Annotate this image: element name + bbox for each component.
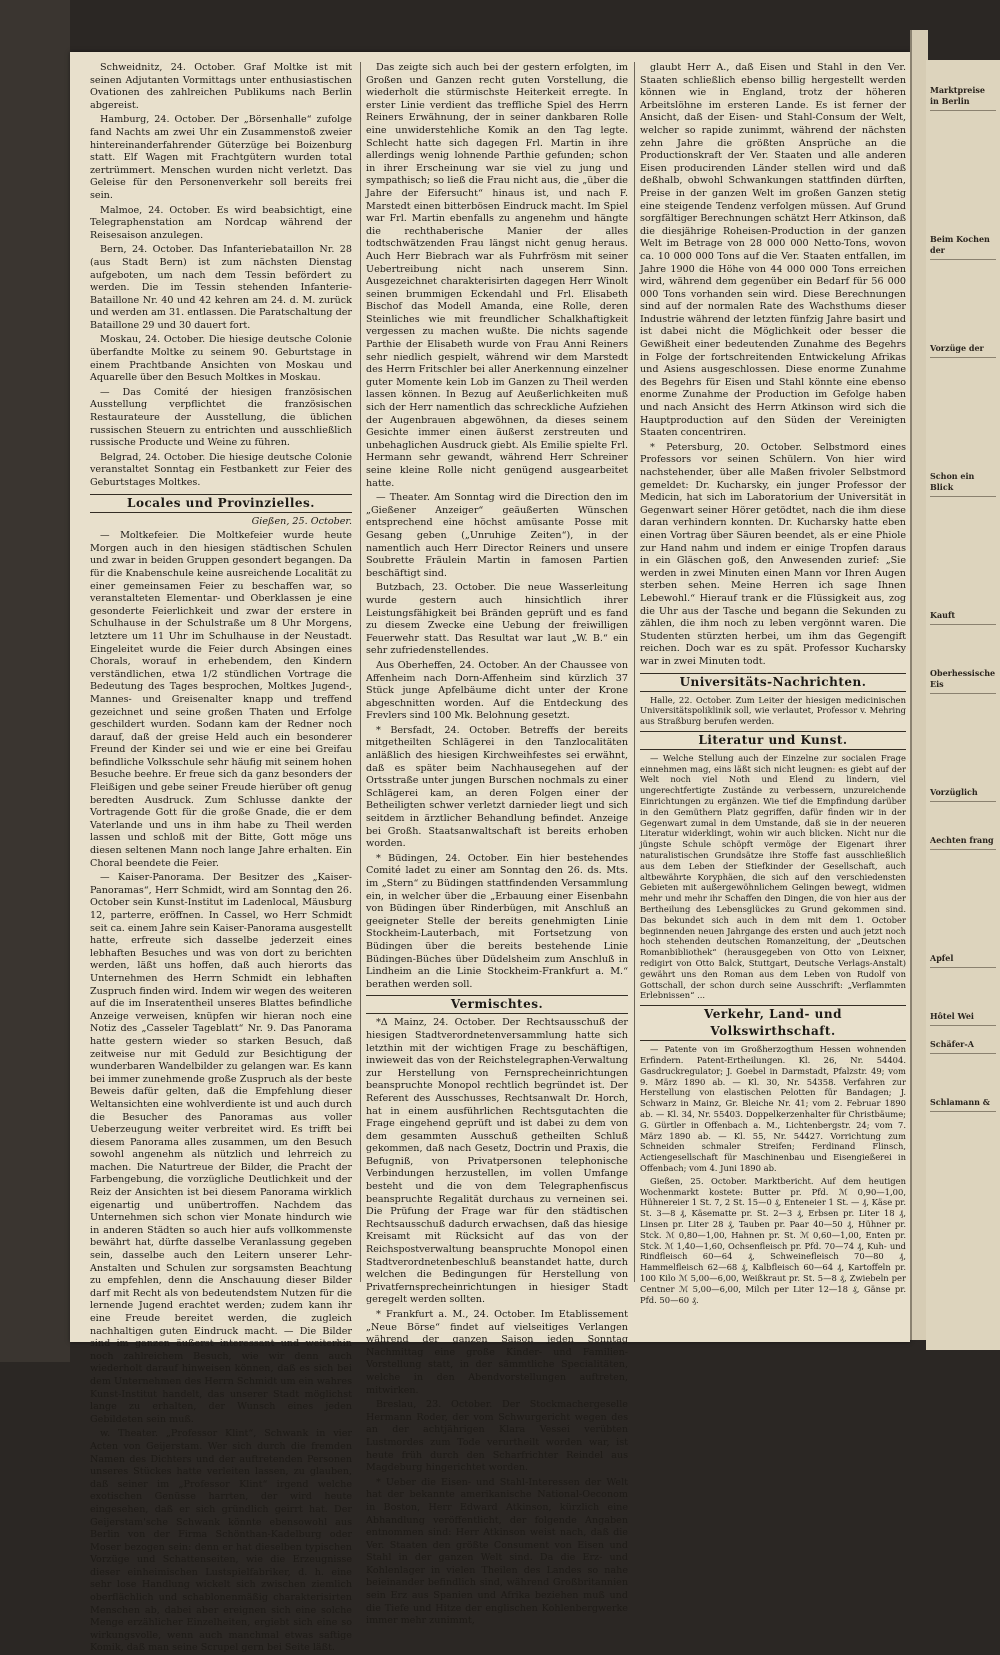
news-item: * Ueber die Eisen- und Stahl-Interessen der Welt hat der bekannte amerikanische National-Oeconom in Boston, Herr Edward Atkinson, kürzlich eine Abhandlung veröffentlicht, der folgende Angaben entnommen sind: Herr Atkinson weist nach, daß die Ver. Staaten den größte Consument von Eisen und Stahl in der ganzen Welt sind. Da die Erz- und Kohlenlager in vielen Theilen des Landes so nahe beieinander befindlich sind, während Großbritannien sein Erz aus Spanien und Afrika beziehen muß und die Tiefe und Hitze der englischen Kohlenbergwerke immer mehr zunimmt, (366, 1476, 628, 1627)
news-item: — Das Comité der hiesigen französischen Ausstellung verpflichtet die französischen Restaurateure der Ausstellung, die üblichen russischen Steuern zu entrichten und ausschließlich russische Producte und Weine zu führen. (90, 386, 352, 449)
ad-line: Kauft (930, 607, 996, 625)
ad-line: Hôtel Wei (930, 1008, 996, 1026)
ad-line: Marktpreise in Berlin (930, 82, 996, 111)
news-item: Schweidnitz, 24. October. Graf Moltke ist mit seinen Adjutanten Vormittags unter enthusiastischen Ovationen des zahlreichen Publikums nach Berlin abgereist. (90, 62, 352, 111)
column-1 (90, 62, 353, 1654)
ad-line: Aechten frang (930, 832, 996, 850)
news-item: * Bersfadt, 24. October. Betreffs der bereits mitgetheilten Schlägerei in den Tanzlocalitäten anläßlich des hiesigen Kirchweihfestes sei erwähnt, daß es später beim Nachhausegehen auf der Ortsstraße unter jungen Burschen nochmals zu einer Schlägerei kam, an deren Folgen einer der Betheiligten schwer verletzt darnieder liegt und sich seitdem in ärztlicher Behandlung befindet. Anzeige bei Großh. Staatsanwaltschaft ist bereits erhoben worden. (366, 724, 628, 850)
news-item: Das zeigte sich auch bei der gestern erfolgten, im Großen und Ganzen recht guten Vorstellung, die wiederholt die stürmischste Heiterkeit erregte. In erster Linie verdient das treffliche Spiel des Herrn Reiners Erwähnung, der in seiner dankbaren Rolle eine unwiderstehliche Komik an den Tag legte. Schlecht hatte sich dagegen Frl. Martin in ihre allerdings wenig lohnende Parthie gefunden; schon in ihrer Erscheinung war sie viel zu jung und sympathisch; so ließ die Frau nicht aus, die „über die Jahre der Eifersucht“ hinaus ist, und nach F. Marstedt einen bitterbösen Eindruck macht. Im Spiel war Frl. Martin ebenfalls zu angenehm und hängte die rechthaberische Manier der alles todtschwätzenden Frau längst nicht genug heraus. Auch Herr Biebrach war als Fuhrfrösm mit seiner Uebertreibung nicht nach unserem Sinn. Ausgezeichnet charakterisirten dagegen Herr Winolt seinen brummigen Eckendahl und Frl. Elisabeth Bischof das Modell Amanda, eine Rolle, deren Steinliches wie mit freundlicher Schalkhaftigkeit vergessen zu machen wußte. Die nichts sagende Parthie der Elisabeth wurde von Frau Anni Reiners sehr niedlich gespielt, während wir dem Marstedt des Herrn Fritschler bei aller Anerkennung einzelner guter Momente kein Lob im Ganzen zu Theil werden lassen können. In Bezug auf Aeußerlichkeiten muß sich der Herr namentlich das schreckliche Aufziehen der Augenbrauen abgewöhnen, da dieses seinem Gesichte immer einen äußerst zerstreuten und unbehaglichen Ausdruck giebt. Als Emilie spielte Frl. Hermann sehr gewandt, während Herr Schreiner seine kleine Rolle nicht genügend ausgearbeitet hatte. (366, 62, 628, 489)
dateline: Gießen, 25. October. (251, 515, 352, 527)
news-item: * Büdingen, 24. October. Ein hier bestehendes Comité ladet zu einer am Sonntag den 26. ds. Mts. im „Stern“ zu Büdingen stattfindenden Versammlung ein, in welcher über die „Erbauung einer Eisenbahn von Büdingen über Rinderbügen, mit Anschluß an geeigneter Stelle der bereits genehmigten Linie Stockheim-Lauterbach, mit Fortsetzung von Büdingen über die bereits bestehende Linie Büdingen-Büches über Düdelsheim zum Anschluß in Lindheim an die Linie Stockheim-Frankfurt a. M.“ berathen werden soll. (366, 852, 628, 990)
news-item: * Petersburg, 20. October. Selbstmord eines Professors vor seinen Schülern. Von hier wird nachstehender, über alle Maßen frivoler Selbstmord gemeldet: Dr. Kucharsky, ein junger Professor der Medicin, hat sich im Laboratorium der Universität in Gegenwart seiner Hörer getödtet, nach die ihm diese daran verhindern konnten. Dr. Kucharsky hatte eben einen Vortrag über Säuren beendet, als er eine Phiole zur Hand nahm und indem er einige Tropfen daraus in ein Gläschen goß, den Anwesenden zurief: „Sie werden in zwei Minuten einen Mann vor Ihren Augen sterben sehen. Meine Herren ich sage Ihnen Lebewohl.“ Hierauf trank er die Flüssigkeit aus, zog die Uhr aus der Tasche und begann die Sekunden zu zählen, die ihm noch zu leben vergönnt waren. Die Studenten stürzten herbei, um ihm das Gegengift reichen. Doch war es zu spät. Professor Kucharsky war in zwei Minuten todt. (640, 441, 906, 667)
scanner-frame (0, 0, 70, 1362)
ad-line: Schäfer-A (930, 1036, 996, 1054)
ad-line: Vorzüglich (930, 784, 996, 802)
section-heading-universitaet: Universitäts-Nachrichten. (640, 673, 906, 692)
news-item: Moskau, 24. October. Die hiesige deutsche Colonie überfandte Moltke zu seinem 90. Geburtstage in einem Prachtbande Ansichten von Moskau und Aquarelle über den Besuch Moltkes in Moskau. (90, 334, 352, 384)
news-item: — Theater. Am Sonntag wird die Direction den im „Gießener Anzeiger“ geäußerten Wünschen entsprechend eine höchst amüsante Posse mit Gesang geben („Unruhige Zeiten“), in der namentlich auch Herr Director Reiners und unsere Soubrette Fräulein Martin in famosen Partien beschäftigt sind. (366, 492, 628, 579)
ad-line: Oberhessische Eis (930, 665, 996, 694)
news-item: Halle, 22. October. Zum Leiter der hiesigen medicinischen Universitätspoliklinik soll, wie verlautet, Professor v. Mehring aus Straßburg berufen werden. (640, 694, 906, 727)
news-item: Hamburg, 24. October. Der „Börsenhalle“ zufolge fand Nachts am zwei Uhr ein Zusammenstoß zweier hintereinanderfahrender Güterzüge bei Boizenburg statt. Elf Wagen mit Frachtgütern wurden total zertrümmert. Menschen wurden nicht verletzt. Das Geleise für den Personenverkehr soll bereits frei sein. (90, 114, 352, 201)
news-item: — Kaiser-Panorama. Der Besitzer des „Kaiser-Panoramas“, Herr Schmidt, wird am Sonntag den 26. October sein Kunst-Institut im Ladenlocal, Mäusburg 12, parterre, eröffnen. In Cassel, wo Herr Schmidt seit ca. einem Jahre sein Kaiser-Panorama ausgestellt hatte, erfreute sich dasselbe jederzeit eines lebhaften Besuches und was von dort zu berichten werden, läßt uns hoffen, daß auch hierorts das Unternehmen des Herrn Schmidt ein lebhaften Zuspruch finden wird. Indem wir wegen des weiteren auf die im Inseratentheil unseres Blattes befindliche Anzeige verweisen, knüpfen wir hieran noch eine Notiz des „Casseler Tageblatt“ Nr. 9. Das Panorama hatte gestern wieder so starken Besuch, daß zeitweise nur mit Geduld zur Besichtigung der wunderbaren Wandelbilder zu gelangen war. Es kann bei immer zunehmende große Zuspruch als der beste Beweis dafür gelten, daß die Empfehlung dieser Weltansichten eine wohlverdiente ist und auch durch die Besucher des Panoramas aus voller Ueberzeugung weiter verbreitet wird. Es trifft bei diesem Panorama alles zusammen, um den Besuch sowohl angenehm als nützlich und lehrreich zu machen. Die Naturtreue der Bilder, die Pracht der Farbengebung, die vorzügliche Deutlichkeit und der Reiz der Ansichten ist bei diesem Panorama wirklich eigenartig und unübertroffen. Nachdem das Unternehmen sich schon vier Monate hindurch wie in anderen Städten so auch hier aufs vollkommenste bewährt hat, dürfte dasselbe Veranlassung gegeben sein, dasselbe auch den Leitern unserer Lehr-Anstalten und Schulen zur sorgsamsten Beachtung zu empfehlen, denn die Anschauung dieser Bilder darf mit Recht als von bedeutendstem Nutzen für die lernende Jugend erachtet werden; zudem kann ihr eine Freude bereitet werden, die zugleich nachhaltigen guten Eindruck macht. — Die Bilder sind im ganzen äußerst interessant und weiterhin noch zahlreichem Besuch, wie wir denn auch wiederholt darauf hinweisen können, daß es sich bei dem Unternehmen des Herrn Schmidt um ein wahres Kunst-Institut handelt, das unserer Stadt möglichst lange zu erhalten, der Wunsch eines jeden Gebildeten sein muß. (90, 872, 352, 1425)
ad-line: Apfel (930, 950, 996, 968)
ad-line: Schlamann & (930, 1094, 996, 1112)
section-heading-verkehr: Verkehr, Land- und Volkswirthschaft. (640, 1005, 906, 1041)
news-item: * Frankfurt a. M., 24. October. Im Etablissement „Neue Börse“ findet auf vielseitiges Verlangen während der ganzen Saison jeden Sonntag Nachmittag eine große Kinder- und Familien-Vorstellung statt, in der sämmtliche Specialitäten, welche in den Abendvorstellungen auftreten, mitwirken. (366, 1309, 628, 1396)
news-item: w. Theater. „Professor Klint“, Schwank in vier Acten von Geijerstam. Wer sich durch die fremden Namen des Dichters und der auftretenden Personen unseres Stückes hatte verleiten lassen, zu glauben, daß seiner im „Professor Klint“ irgend welche exotischen Genüsse harrten, der wird heute eingesehen, daß er sich gründlich geirrt hat. Der Geijerstam'sche Schwank könnte ebensowohl aus Berlin von der Firma Schönthan-Kadelburg oder Moser bezogen sein: denn er hat dieselben typischen Vorzüge und Schattenseiten, wie die Erzeugnisse dieser einheimischen Lustspielfabriker, d. h. eine sehr lose Handlung wickelt sich zwischen ziemlich oberflächlich und schablonenmäßig charakterisirten Menschen ab, dabei aber ereignen sich eine solche Menge erzählicher Einzelheiten, ergiebt sich eine so wirkungsvolle, wenn auch manchmal etwas saftige Komik, daß man seine Scrupel gern bei Seite läßt. (90, 1428, 352, 1654)
ad-line: Vorzüge der (930, 340, 996, 358)
news-item: Butzbach, 23. October. Die neue Wasserleitung wurde gestern auch hinsichtlich ihrer Leistungsfähigkeit bei Bränden geprüft und es fand zu diesem Zwecke eine Uebung der freiwilligen Feuerwehr statt. Das Resultat war laut „W. B.“ ein sehr zufriedenstellendes. (366, 582, 628, 657)
column-3 (640, 62, 906, 1305)
ad-line: Beim Kochen der (930, 231, 996, 260)
news-item: — Welche Stellung auch der Einzelne zur socialen Frage einnehmen mag, eins läßt sich nicht leugnen: es giebt auf der Welt noch viel Noth und Elend zu lindern, viel ungerechtfertigte Zustände zu verbessern, unzureichende Einrichtungen zu ergänzen. Wie tief die Empfindung darüber in den Gemüthern Platz gegriffen, dafür finden wir in der Gegenwart zumal in dem Umstande, daß sie in der neueren Literatur widerklingt, wohin wir auch blicken. Nicht nur die jüngste Schule schöpft vermöge der Eigenart ihrer naturalistischen Grundsätze ihre Stoffe fast ausschließlich aus dem Leben der Stiefkinder der Gesellschaft, auch altbewährte Koryphäen, die sich auf den verschiedensten Gebieten mit außergewöhnlichem Gelingen bewegt, widmen mehr und mehr ihr Schaffen den Dingen, die von hier aus der Bertheilung des Lebensglückes zu Grund gekommen sind. Das bekundet sich auch in dem mit dem 1. October beginnenden neuen Jahrgange des ersten und auch jetzt noch hoch stehenden deutschen Romanzeitung, der „Deutschen Romanbibliothek“ (herausgegeben von Otto von Leixner, redigirt von Otto Balck, Stuttgart, Deutsche Verlags-Anstalt) gewährt uns den Roman aus dem Leben von Rudolf von Gottschall, der schon durch seine Ausschrift: „Verflammten Erlebnissen“ ... (640, 752, 906, 1001)
ad-line: Schon ein Blick (930, 468, 996, 497)
column-rule (360, 62, 361, 1282)
ad-column (926, 60, 1000, 1114)
news-item: *Δ Mainz, 24. October. Der Rechtsausschuß der hiesigen Stadtverordnetenversammlung hatte sich letzthin mit der wichtigen Frage zu beschäftigen, inwieweit das von der Reichstelegraphen-Verwaltung zur Herstellung von Fernsprecheinrichtungen beanspruchte Monopol rechtlich begründet ist. Der Referent des Ausschusses, Rechtsanwalt Dr. Horch, hat in einem ausführlichen Rechtsgutachten die Frage eingehend geprüft und ist dabei zu dem von dem gesammten Ausschuß getheilten Schluß gekommen, daß nach Gesetz, Doctrin und Praxis, die Befugniß, von Privatpersonen telephonische Verbindungen herzustellen, im vollen Umfange besteht und die von dem Telegraphenfiscus beanspruchte Regalität durchaus zu verneinen sei. Die Prüfung der Frage war für den städtischen Rechtsausschuß dadurch erwachsen, daß das hiesige Kreisamt mit Rücksicht auf das von der Reichspostverwaltung beanspruchte Monopol einen Stadtverordnetenbeschluß beanstandet hatte, durch welchen die Bedingungen für Herstellung von Privatfernsprecheinrichtungen in hiesiger Stadt geregelt werden sollten. (366, 1017, 628, 1306)
news-item: — Moltkefeier. Die Moltkefeier wurde heute Morgen auch in den hiesigen städtischen Schulen und zwar in beiden Gruppen gesondert begangen. Da für die Knabenschule keine ausreichende Localität zu einer gemeinsamen Feier zu beschaffen war, so veranstalteten Elementar- und Oberklassen je eine gesonderte Feierlichkeit und zwar der erstere in Schulhause in der Schulstraße um 8 Uhr Morgens, letztere um 11 Uhr im Schulhause in der Neustadt. Eingeleitet wurde die Feier durch Absingen eines Chorals, worauf in erhebendem, den Kindern verständlichen, etwa 1/2 stündlichen Vortrage die Bedeutung des Tages besprochen, Moltkes Jugend-, Mannes- und Greisenalter knapp und treffend gezeichnet und seine großen Thaten und Erfolge geschildert wurden. Sodann kam der Redner noch darauf, daß der greise Held auch ein besonderer Freund der Kinder sei und wie er eine bei Greifau befindliche Volksschule sehr häufig mit seinem hohen Besuche beehre. Er freue sich da ganz besonders der Fleißigen und gebe seiner Freude hierüber oft genug beredten Ausdruck. Zum Schlusse dankte der Vortragende Gott für die große Gnade, die er dem Vaterlande und uns in ihm habe zu Theil werden lassen und schloß mit der Bitte, Gott möge uns diesen seltenen Mann noch lange Jahre erhalten. Ein Choral beendete die Feier. (90, 530, 352, 869)
news-item: — Patente von im Großherzogthum Hessen wohnenden Erfindern. Patent-Ertheilungen. Kl. 26, Nr. 54404. Gasdruckregulator; J. Goebel in Darmstadt, Pfalzstr. 49; vom 9. März 1890 ab. — Kl. 30, Nr. 54358. Verfahren zur Herstellung von elastischen Pelotten für Bandagen; J. Schwarz in Mainz, Gr. Bleiche Nr. 41; vom 2. Februar 1890 ab. — Kl. 34, Nr. 55403. Doppelkerzenhalter für Christbäume; G. Gürtler in Offenbach a. M., Lichtenbergstr. 24; vom 7. März 1890 ab. — Kl. 55, Nr. 54427. Vorrichtung zum Schneiden schmaler Streifen; Ferdinand Flinsch, Actiengesellschaft für Maschinenbau und Eisengießerei in Offenbach; vom 4. Juni 1890 ab. (640, 1044, 906, 1173)
news-item: Belgrad, 24. October. Die hiesige deutsche Colonie veranstaltet Sonntag ein Festbankett zur Feier des Geburtstages Moltkes. (90, 451, 352, 488)
news-item: Breslau, 23. October. Der Stockmachergeselle Hermann Roder, der vom Schwurgericht wegen des an der achtjährigen Klara Vessei verübten Lustmordes zum Tode verurtheilt worden war, ist heute früh durch den Scharfrichter Reindel aus Magdeburg hingerichtet worden. (366, 1399, 628, 1474)
news-item: Bern, 24. October. Das Infanteriebataillon Nr. 28 (aus Stadt Bern) ist zum nächsten Dienstag aufgeboten, um nach dem Tessin befördert zu werden. Die im Tessin stehenden Infanterie-Bataillone Nr. 40 und 42 kehren am 24. d. M. zurück und werden am 31. entlassen. Die Paratschaltung der Bataillone 29 und 30 dauert fort. (90, 244, 353, 331)
next-page-ads (926, 60, 1000, 1350)
column-2 (366, 62, 628, 1627)
news-item: Aus Oberheffen, 24. October. An der Chaussee von Affenheim nach Dorn-Affenheim sind kürzlich 37 Stück junge Apfelbäume dicht unter der Krone abgeschnitten worden. Auf die Entdeckung des Frevlers sind 100 Mk. Belohnung gesetzt. (366, 659, 628, 722)
market-report: Gießen, 25. October. Marktbericht. Auf dem heutigen Wochenmarkt kostete: Butter pr. Pfd. ℳ 0,90—1,00, Hühnereier 1 St. 7, 2 St. 15—0 ₰, Enteneier 1 St. — ₰, Käse pr. St. 3—8 ₰, Käsematte pr. St. 2—3 ₰, Erbsen pr. Liter 18 ₰, Linsen pr. Liter 28 ₰, Tauben pr. Paar 40—50 ₰, Hühner pr. Stck. ℳ 0,80—1,00, Hahnen pr. St. ℳ 0,60—1,00, Enten pr. Stck. ℳ 1,40—1,60, Ochsenfleisch pr. Pfd. 70—74 ₰, Kuh- und Rindfleisch 60—64 ₰, Schweinefleisch 70—80 ₰, Hammelfleisch 62—68 ₰, Kalbfleisch 60—64 ₰, Kartoffeln pr. 100 Kilo ℳ 5,00—6,00, Weißkraut pr. St. 5—8 ₰, Zwiebeln per Centner ℳ 5,00—6,00, Milch per Liter 12—18 ₰, Gänse pr. Pfd. 50—60 ₰. (640, 1175, 906, 1305)
section-heading-literatur: Literatur und Kunst. (640, 731, 906, 750)
section-heading-vermischtes: Vermischtes. (366, 995, 628, 1014)
news-item: Malmoe, 24. October. Es wird beabsichtigt, eine Telegraphenstation am Nordcap während der Reisesaison anzulegen. (90, 204, 352, 241)
news-item: glaubt Herr A., daß Eisen und Stahl in den Ver. Staaten schließlich ebenso billig hergestellt werden können wie in England, trotz der höheren Arbeitslöhne im ersteren Lande. Es ist ferner der Ansicht, daß der Eisen- und Stahl-Consum der Welt, welcher so rapide zunimmt, während der nächsten zehn Jahre die größten Ansprüche an die Productionskraft der Ver. Staaten und alle anderen Eisen producirenden Länder stellen wird und daß deßhalb, obwohl Schwankungen stattfinden dürften, Preise in der ganzen Welt im großen Ganzen stetig eine steigende Tendenz verfolgen müssen. Auf Grund sorgfältiger Berechnungen schätzt Herr Atkinson, daß die diesjährige Roheisen-Production in der ganzen Welt im Betrage von 28 000 000 Netto-Tons, wovon ca. 10 000 000 Tons auf die Ver. Staaten entfallen, im Jahre 1900 die Höhe von 44 000 000 Tons erreichen wird, während dem gegenüber ein Bedarf für 56 000 000 Tons vorhanden sein wird. Diese Berechnungen sind auf der normalen Rate des Wachsthums dieser Industrie während der letzten fünfzig Jahre basirt und ist dabei nicht die Möglichkeit oder besser die Gewißheit einer bedeutenden Zunahme des Begehrs in Folge der fortschreitenden Entwickelung Afrikas und Asiens ausgeschlossen. Diese enorme Zunahme des Begehrs für Eisen und Stahl könnte eine ebenso enorme Zunahme der Production im Gefolge haben und nach Ansicht des Herrn Atkinson wird sich die Hauptproduction auf den Süden der Vereinigten Staaten concentriren. (640, 62, 906, 439)
section-heading-locales: Locales und Provinzielles. (90, 494, 352, 513)
column-rule (634, 62, 635, 1282)
